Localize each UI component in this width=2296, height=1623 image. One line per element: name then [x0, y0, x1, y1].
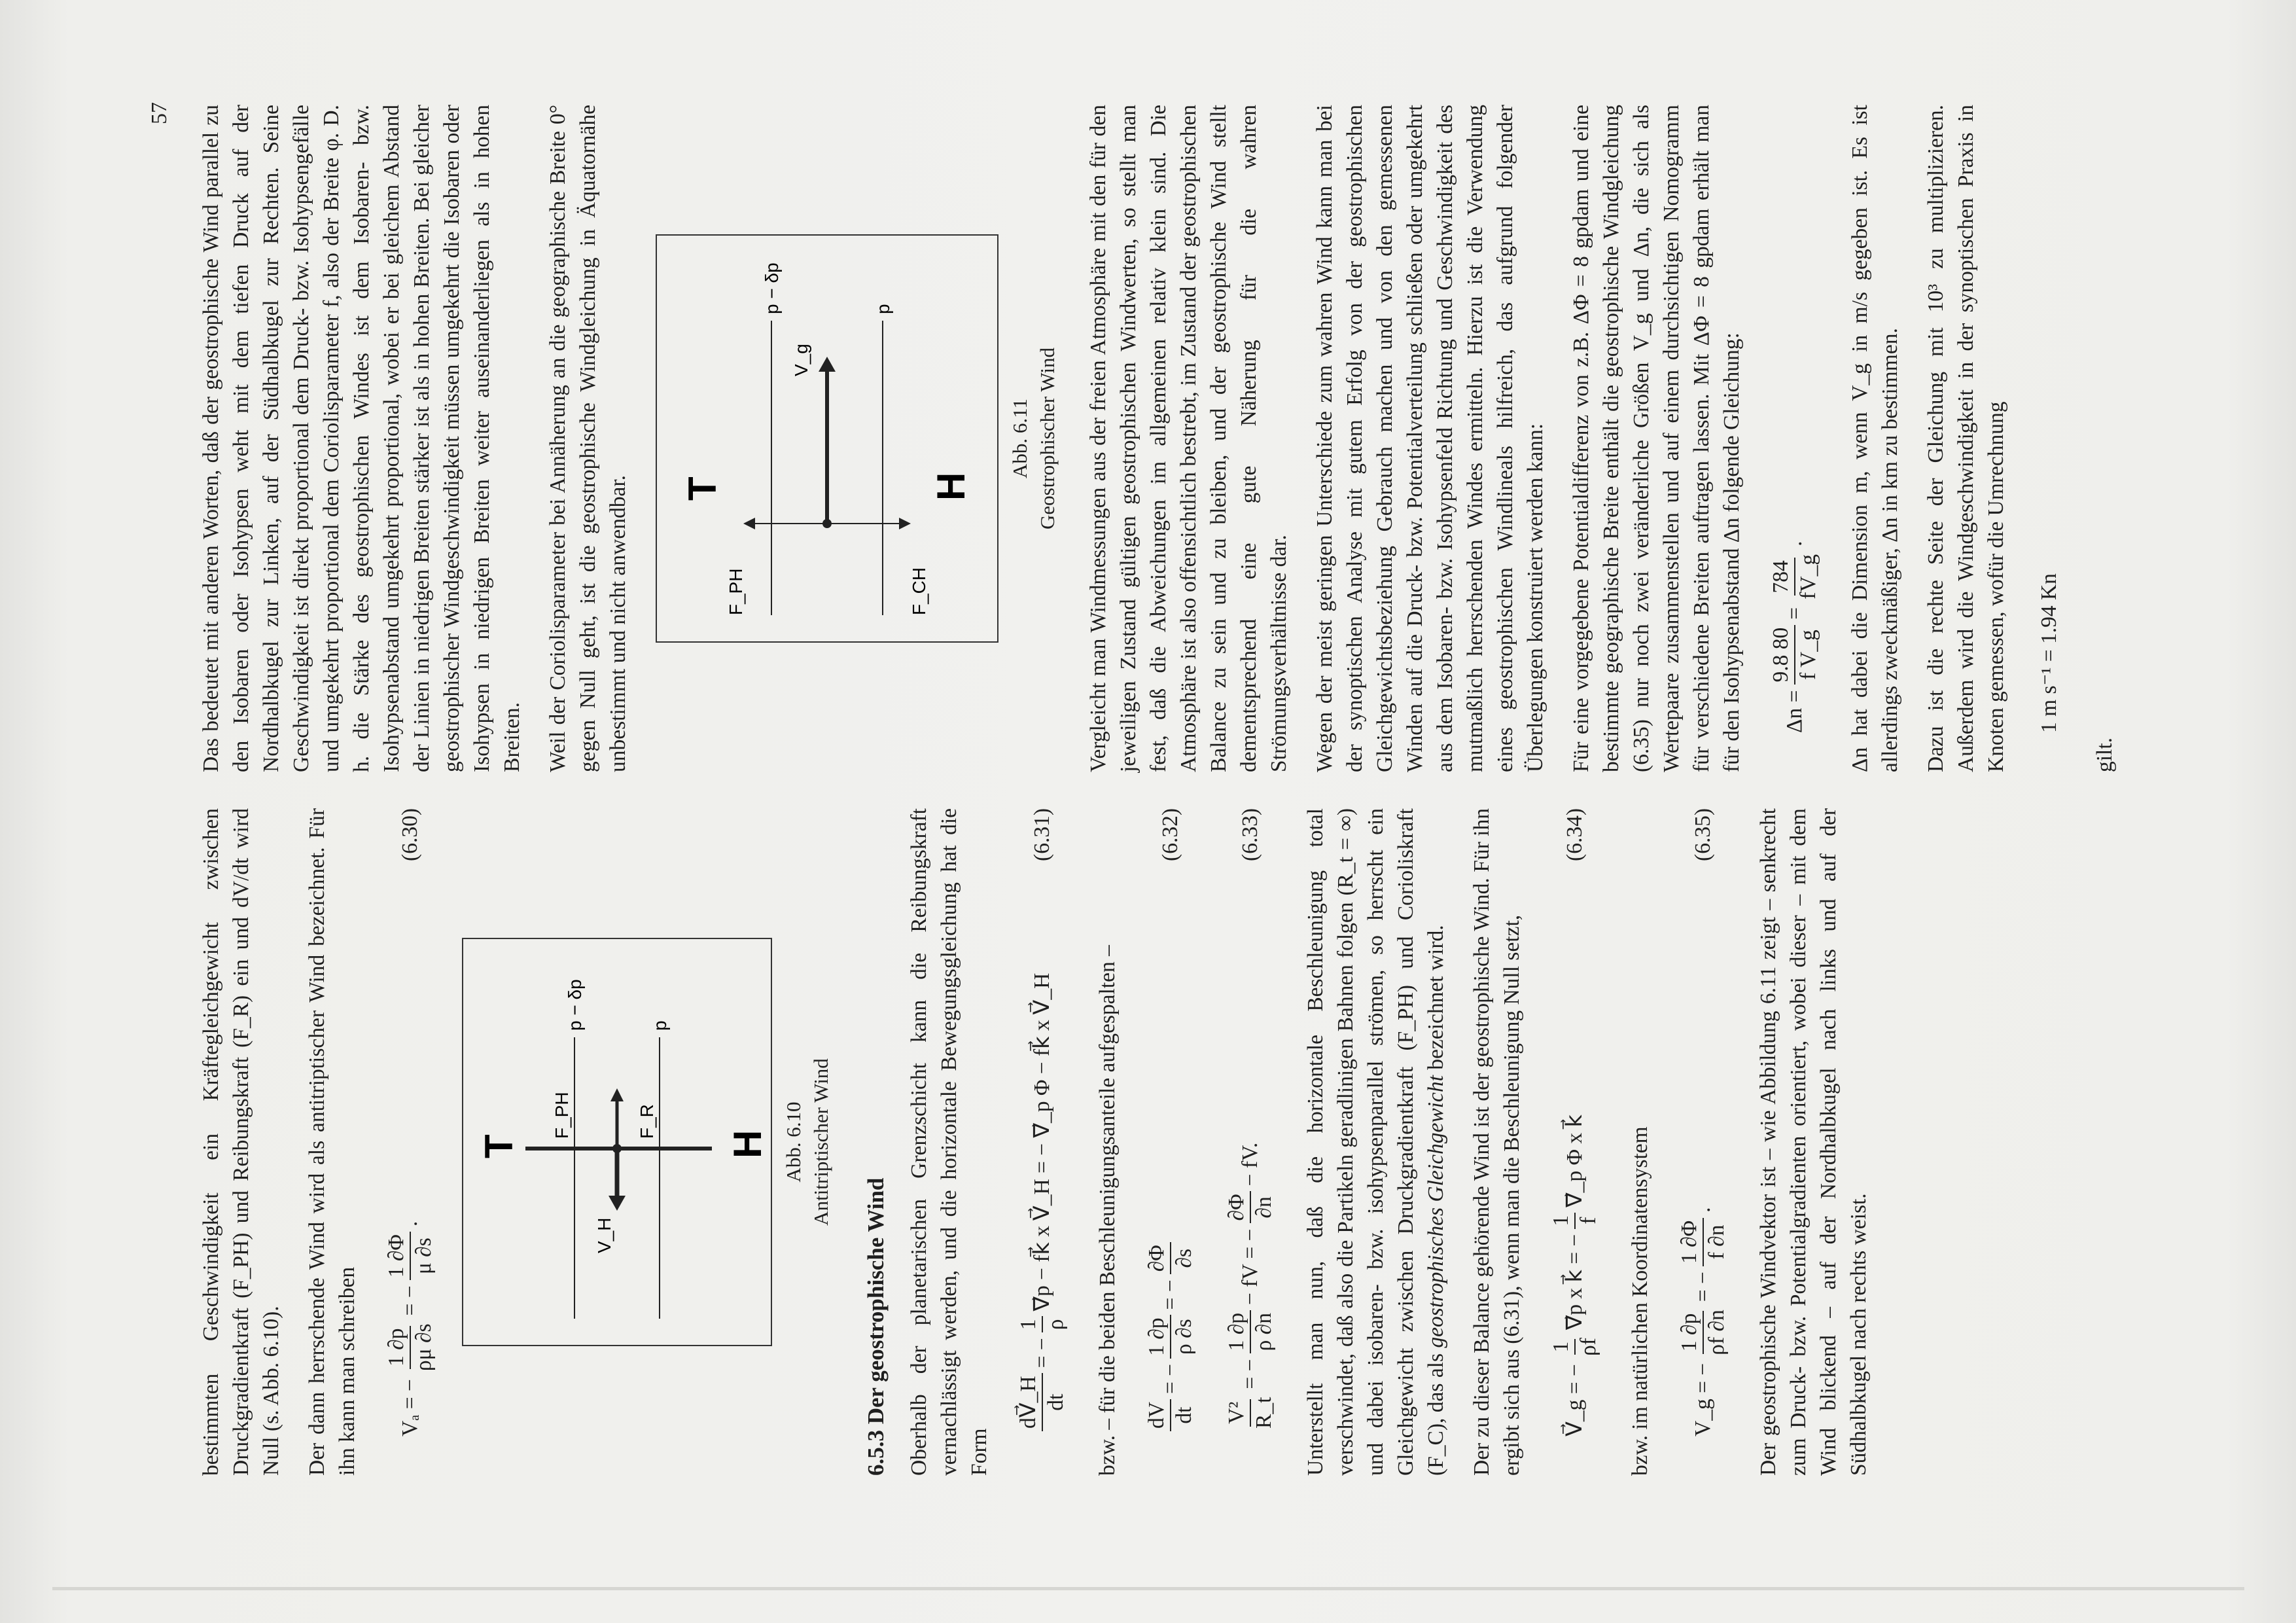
- equation-number: (6.31): [1030, 808, 1054, 861]
- label-isobar-2: p: [650, 1020, 670, 1031]
- antitriptic-wind-diagram: [463, 939, 771, 1345]
- label-isobar-1: p − δp: [762, 262, 782, 314]
- label-high: H: [726, 1130, 769, 1158]
- paragraph: Für eine vorgegebene Potentialdifferenz von z.B. ΔΦ = 8 gpdam und eine bestimmte geographische Breite enthält die geostrophische Windgleichung (6.35) nur noch zwei veränderliche Größen V_g und Δn, die sich als Wertepaare zusammenstellen und auf einem durchsichtigen Nomogramm für verschiedene Breiten auftragen lassen. Mit ΔΦ = 8 gpdam erhält man für den Isohypsenabstand Δn folgende Gleichung:: [1569, 105, 1744, 772]
- equation-6-35: V_g = − 1 ∂p ρf ∂n = − 1 ∂Φ f ∂n . (6.35): [1677, 808, 1729, 1436]
- paragraph: bzw. im natürlichen Koordinatensystem: [1628, 1126, 1652, 1476]
- right-column: [196, 105, 2136, 772]
- equation-6-33: V² R_t = − 1 ∂p ρ ∂n − fV = − ∂Φ ∂n − fV. (6.33): [1224, 808, 1276, 1429]
- paragraph: Der geostrophische Windvektor ist – wie Abbildung 6.11 zeigt – senkrecht zum Druck- bzw. Potentialgradienten orientiert, wobei dieser – mit dem Wind blickend – auf der Nordhalbkugel nach links und auf der Südhalbkugel nach rechts weist.: [1756, 808, 1871, 1476]
- figure-caption: Abb. 6.11 Geostrophischer Wind: [1008, 348, 1059, 529]
- page-gutter-shadow: [52, 1587, 2244, 1590]
- label-fch: F_CH: [909, 567, 929, 615]
- section-heading: 6.5.3 Der geostrophische Wind: [863, 1177, 889, 1476]
- paragraph: Dazu ist die rechte Seite der Gleichung mit 10³ zu multiplizieren. Außerdem wird die Windgeschwindigkeit in der synoptischen Praxis in Knoten gemessen, wofür die Umrechnung: [1924, 105, 2008, 772]
- equation-number: (6.35): [1691, 808, 1715, 861]
- geostrophic-wind-diagram: [657, 236, 997, 641]
- paragraph: Das bedeutet mit anderen Worten, daß der geostrophische Wind parallel zu den Isobaren oder Isohypsen weht mit dem tiefen Druck auf der Nordhalbkugel zur Linken, auf der Südhalbkugel zur Rechten. Seine Geschwindigkeit ist direkt proportional dem Druck- bzw. Isohypsengefälle und umgekehrt proportional dem Coriolisparameter f, also der Breite φ. D. h. die Stärke des geostrophischen Windes ist dem Isobaren- bzw. Isohypsenabstand umgekehrt proportional, wobei er bei gleichem Abstand der Linien in niedrigen Breiten stärker ist als in hohen Breiten. Bei gleicher geostrophischer Windgeschwindigkeit müssen umgekehrt die Isobaren oder Isohypsen in niedrigen Breiten weiter auseinanderliegen als in hohen Breiten.: [199, 105, 524, 772]
- equation-number: (6.32): [1158, 808, 1182, 861]
- paragraph: Wegen der meist geringen Unterschiede zum wahren Wind kann man bei der synoptischen Analyse mit gutem Erfolg von der geostrophischen Gleichgewichtsbeziehung Gebrauch machen und von den gemessenen Winden auf die Druck- bzw. Potentialverteilung schließen oder umgekehrt aus dem Isobaren- bzw. Isohypsenfeld Richtung und Geschwindigkeit des mutmaßlich herrschenden Windes ermitteln. Hierzu ist die Verwendung eines geostrophischen Windlineals hilfreich, das aufgrund folgender Überlegungen konstruiert werden kann:: [1313, 105, 1547, 772]
- equation-isohypse-distance: Δn = 9.8 80 f V_g = 784 fV_g .: [1769, 541, 1820, 733]
- paragraph: Der zu dieser Balance gehörende Wind ist der geostrophische Wind. Für ihn ergibt sich aus (6.31), wenn man die Beschleunigung Null setzt,: [1470, 808, 1524, 1476]
- label-high: H: [929, 472, 973, 501]
- equation-number: (6.34): [1563, 808, 1587, 861]
- label-fr: F_R: [637, 1104, 657, 1139]
- equation-number: (6.30): [398, 808, 422, 861]
- paragraph: bestimmten Geschwindigkeit ein Kräftegleichgewicht zwischen Druckgradientkraft (F_PH) und Reibungskraft (F_R) ein und dV/dt wird Null (s. Abb. 6.10).: [199, 808, 283, 1476]
- left-column: [196, 808, 1890, 1476]
- label-fph: F_PH: [552, 1092, 572, 1139]
- paragraph: Der dann herrschende Wind wird als antitriptischer Wind bezeichnet. Für ihn kann man schreiben: [305, 808, 359, 1476]
- equation-6-31: dV⃗_H dt = − 1 ρ ∇⃗p − fk⃗ x V⃗_H = − ∇⃗_p Φ − fk⃗ x V⃗_H (6.31): [1013, 808, 1072, 1436]
- label-fph: F_PH: [726, 568, 746, 615]
- equation-6-30: Vₐ = − 1 ∂p ρμ ∂s = − 1 ∂Φ μ ∂s . (6.30): [384, 808, 436, 1436]
- paragraph: bzw. – für die beiden Beschleunigungsanteile aufgespalten –: [1095, 945, 1120, 1476]
- page-number: 57: [147, 102, 171, 124]
- paragraph: Oberhalb der planetarischen Grenzschicht kann die Reibungskraft vernachlässigt werden, und die horizontale Bewegungsgleichung hat die Form: [907, 808, 991, 1476]
- equation-6-34: V⃗_g = − 1 ρf ∇⃗p x k⃗ = − 1 f ∇⃗_p Φ x k⃗ (6.34): [1549, 808, 1600, 1436]
- label-isobar-1: p − δp: [565, 979, 585, 1031]
- equation-conversion: 1 m s⁻¹ = 1.94 Kn: [2037, 573, 2061, 733]
- paragraph: Weil der Coriolisparameter bei Annäherung an die geographische Breite 0° gegen Null geht, ist die geostrophische Windgleichung in Äquatornähe unbestimmt und nicht anwendbar.: [546, 105, 630, 772]
- paragraph: Δn hat dabei die Dimension m, wenn V_g in m/s gegeben ist. Es ist allerdings zweckmäßiger, Δn in km zu bestimmen.: [1848, 105, 1902, 772]
- label-isobar-2: p: [873, 304, 893, 314]
- paragraph: Unterstellt man nun, daß die horizontale Beschleunigung total verschwindet, daß also die Partikeln geradlinigen Bahnen folgen (R_t = ∞) und dabei isobaren- bzw. isohypsenparallel strömen, so herrscht ein Gleichgewicht zwischen Druckgradientkraft (F_PH) und Corioliskraft (F_C), das als geostrophisches Gleichgewicht bezeichnet wird.: [1303, 808, 1448, 1476]
- equation-6-32: dV dt = − 1 ∂p ρ ∂s = − ∂Φ ∂s (6.32): [1141, 808, 1200, 1436]
- figure-6-10: [462, 938, 772, 1346]
- label-vg: V_g: [791, 344, 811, 376]
- paragraph: Vergleicht man Windmessungen aus der freien Atmosphäre mit den für den jeweiligen Zustand gültigen geostrophischen Windwerten, so stellt man fest, daß die Abweichungen im allgemeinen relativ klein sind. Die Atmosphäre ist also offensichtlich bestrebt, im Zustand der geostrophischen Balance zu sein und zu bleiben, und der geostrophische Wind stellt dementsprechend eine gute Näherung für die wahren Strömungsverhältnisse dar.: [1086, 105, 1291, 772]
- figure-caption: Abb. 6.10 Antitriptischer Wind: [782, 1058, 832, 1226]
- label-low: T: [477, 1134, 521, 1158]
- paragraph: gilt.: [2093, 737, 2117, 772]
- figure-6-11: [656, 234, 998, 643]
- label-vh: V_H: [594, 1217, 614, 1253]
- equation-number: (6.33): [1238, 808, 1262, 861]
- label-low: T: [680, 476, 724, 501]
